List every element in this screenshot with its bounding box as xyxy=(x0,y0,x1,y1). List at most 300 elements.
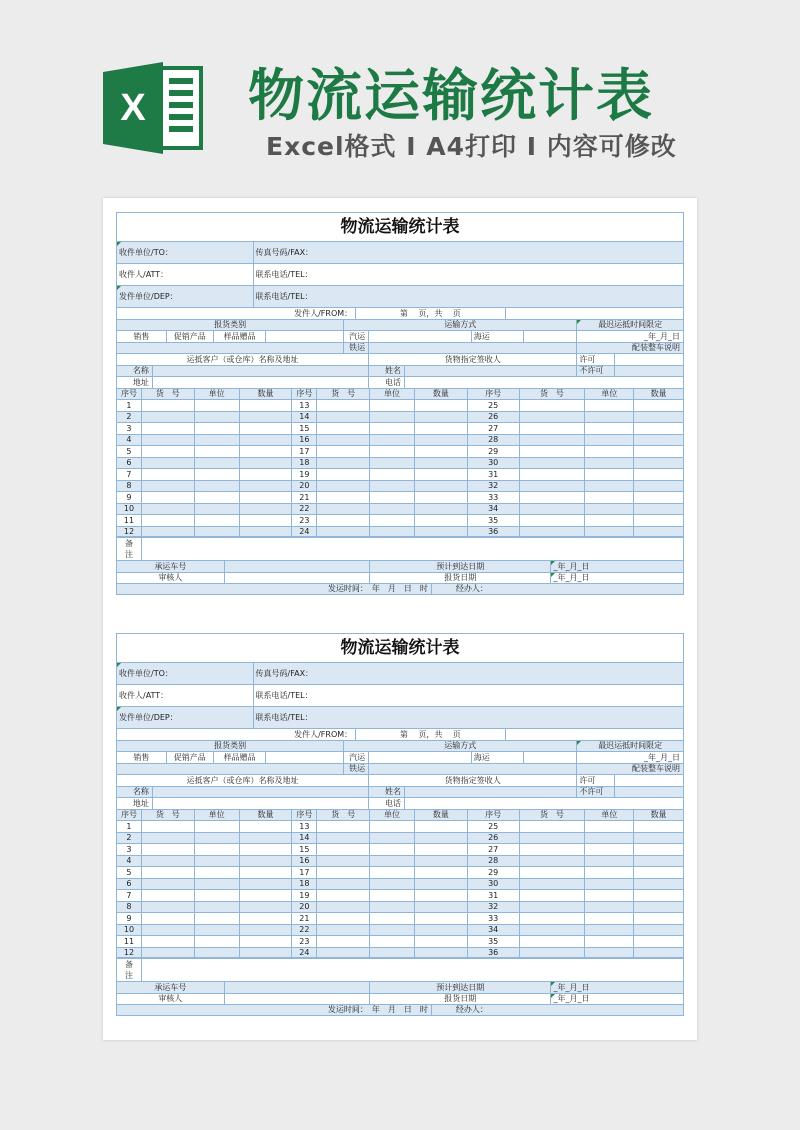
item-qty xyxy=(240,492,293,503)
col-unit: 单位 xyxy=(195,810,240,821)
allow-value xyxy=(615,775,683,786)
col-qty: 数量 xyxy=(415,810,468,821)
item-no: 10 xyxy=(117,925,142,936)
item-code xyxy=(520,879,586,890)
item-unit xyxy=(370,902,415,913)
item-qty xyxy=(634,844,683,855)
item-unit xyxy=(370,492,415,503)
from-row xyxy=(116,307,684,319)
ship-time-label: 发运时间： 年 月 日 时 xyxy=(117,1005,432,1015)
handler-label: 经办人： xyxy=(455,584,488,594)
item-row xyxy=(116,855,684,867)
item-qty xyxy=(415,435,468,446)
item-code xyxy=(520,948,586,958)
item-no: 13 xyxy=(292,821,317,832)
item-unit xyxy=(370,856,415,867)
item-qty xyxy=(634,458,683,469)
fax-label: 传真号码/FAX： xyxy=(255,248,314,257)
item-code xyxy=(317,879,370,890)
deadline-date: _年_月_日 xyxy=(644,752,680,762)
item-code xyxy=(142,481,195,492)
item-code xyxy=(317,833,370,844)
address-label: 地址 xyxy=(117,798,153,809)
reviewer-row xyxy=(116,993,684,1005)
item-no: 16 xyxy=(292,435,317,446)
item-qty xyxy=(634,890,683,901)
item-qty xyxy=(240,844,293,855)
item-qty xyxy=(415,446,468,457)
col-item: 货 号 xyxy=(317,389,370,400)
item-unit xyxy=(195,833,240,844)
category-row xyxy=(116,740,684,752)
item-qty xyxy=(634,902,683,913)
item-qty xyxy=(240,481,293,492)
item-code xyxy=(520,902,586,913)
full-truck-label: 配装整车说明 xyxy=(631,343,680,353)
item-row xyxy=(116,503,684,515)
to-label: 收件单位/TO： xyxy=(117,242,254,263)
item-qty xyxy=(415,936,468,947)
item-rows xyxy=(116,399,684,537)
notes-label xyxy=(117,538,142,560)
col-qty: 数量 xyxy=(650,389,667,399)
carrier-value xyxy=(225,561,370,572)
item-code xyxy=(520,504,586,515)
item-no: 22 xyxy=(292,504,317,515)
item-row xyxy=(116,924,684,936)
item-no: 32 xyxy=(468,902,520,913)
item-row xyxy=(116,843,684,855)
carrier-label: 承运车号 xyxy=(117,982,225,993)
item-no: 20 xyxy=(292,481,317,492)
from-value xyxy=(506,308,683,319)
logistics-form xyxy=(116,633,684,1016)
item-qty xyxy=(415,492,468,503)
item-qty xyxy=(415,844,468,855)
item-no: 23 xyxy=(292,515,317,526)
item-row xyxy=(116,901,684,913)
item-unit xyxy=(585,458,634,469)
item-code xyxy=(317,913,370,924)
item-code xyxy=(142,902,195,913)
item-code xyxy=(142,423,195,434)
item-code xyxy=(520,527,586,537)
item-row xyxy=(116,832,684,844)
notes-label-2: 注 xyxy=(124,550,133,559)
item-row xyxy=(116,422,684,434)
dep-row xyxy=(116,706,684,728)
item-no: 22 xyxy=(292,925,317,936)
item-no: 1 xyxy=(117,821,142,832)
item-unit xyxy=(195,527,240,537)
carrier-label: 承运车号 xyxy=(117,561,225,572)
item-qty xyxy=(634,913,683,924)
item-code xyxy=(317,492,370,503)
eta-label: 预计到达日期 xyxy=(370,561,551,572)
item-row xyxy=(116,514,684,526)
item-unit xyxy=(585,400,634,411)
rail-value xyxy=(369,764,577,775)
item-qty xyxy=(415,458,468,469)
eta-date: _年_月_日 xyxy=(551,561,683,572)
item-code xyxy=(317,821,370,832)
item-unit xyxy=(195,844,240,855)
item-no: 29 xyxy=(468,867,520,878)
item-qty xyxy=(240,515,293,526)
item-qty xyxy=(415,902,468,913)
item-no: 3 xyxy=(117,423,142,434)
item-code xyxy=(520,867,586,878)
col-qty: 数量 xyxy=(240,810,293,821)
item-unit xyxy=(195,412,240,423)
item-qty xyxy=(415,879,468,890)
report-date: _年_月_日 xyxy=(551,573,683,584)
item-row xyxy=(116,878,684,890)
category-row xyxy=(116,319,684,331)
item-no: 36 xyxy=(468,527,520,537)
item-row xyxy=(116,947,684,959)
item-qty xyxy=(415,400,468,411)
transport-label: 运输方式 xyxy=(344,320,577,331)
tel-label: 联系电话/TEL： xyxy=(255,270,313,279)
item-code xyxy=(142,446,195,457)
item-no: 24 xyxy=(292,527,317,537)
item-no: 5 xyxy=(117,867,142,878)
item-code xyxy=(520,435,586,446)
item-code xyxy=(317,515,370,526)
att-row xyxy=(116,684,684,706)
item-no: 18 xyxy=(292,458,317,469)
item-no: 4 xyxy=(117,856,142,867)
item-no: 25 xyxy=(468,400,520,411)
item-code xyxy=(520,469,586,480)
item-qty xyxy=(634,492,683,503)
item-qty xyxy=(634,936,683,947)
deadline-label: 最迟运抵时间限定 xyxy=(577,320,683,331)
item-code xyxy=(520,446,586,457)
report-type-label: 报货类别 xyxy=(117,741,344,752)
item-unit xyxy=(195,879,240,890)
item-qty xyxy=(240,504,293,515)
item-code xyxy=(520,481,586,492)
att-label: 收件人/ATT： xyxy=(117,685,254,706)
item-qty xyxy=(415,856,468,867)
item-code xyxy=(520,856,586,867)
from-label: 发件人/FROM： xyxy=(117,729,356,740)
item-qty xyxy=(634,435,683,446)
from-label: 发件人/FROM： xyxy=(117,308,356,319)
item-qty xyxy=(415,527,468,537)
item-no: 34 xyxy=(468,504,520,515)
name-label: 名称 xyxy=(117,366,153,377)
sample-label: 样品赠品 xyxy=(214,331,267,342)
sea-value xyxy=(524,752,578,763)
item-no: 21 xyxy=(292,913,317,924)
col-item: 货 号 xyxy=(520,389,586,400)
item-code xyxy=(142,412,195,423)
notes-label-1: 备 xyxy=(124,960,133,969)
item-no: 15 xyxy=(292,423,317,434)
allow-label: 许可 xyxy=(577,775,615,786)
from-row xyxy=(116,728,684,740)
att-row xyxy=(116,263,684,285)
item-code xyxy=(520,412,586,423)
client-row xyxy=(116,353,684,365)
item-no: 2 xyxy=(117,412,142,423)
item-unit xyxy=(370,423,415,434)
person-name-value xyxy=(405,787,577,798)
deny-value xyxy=(615,787,683,798)
item-unit xyxy=(195,821,240,832)
item-qty xyxy=(634,504,683,515)
page-count: 第 页，共 页 xyxy=(356,308,505,319)
item-no: 15 xyxy=(292,844,317,855)
item-no: 30 xyxy=(468,879,520,890)
item-unit xyxy=(370,844,415,855)
item-unit xyxy=(195,890,240,901)
item-unit xyxy=(585,844,634,855)
col-qty: 数量 xyxy=(415,389,468,400)
item-qty xyxy=(415,504,468,515)
item-code xyxy=(520,423,586,434)
col-no: 序号 xyxy=(292,810,317,821)
dep-row xyxy=(116,285,684,307)
item-no: 9 xyxy=(117,913,142,924)
item-code xyxy=(317,435,370,446)
item-no: 20 xyxy=(292,902,317,913)
col-no: 序号 xyxy=(292,389,317,400)
item-qty xyxy=(634,481,683,492)
promo-label: 促销产品 xyxy=(167,331,214,342)
item-row xyxy=(116,480,684,492)
item-code xyxy=(142,527,195,537)
logistics-form xyxy=(116,212,684,595)
page-header xyxy=(0,0,800,190)
item-unit xyxy=(370,867,415,878)
item-qty xyxy=(240,948,293,958)
col-unit: 单位 xyxy=(370,389,415,400)
rail-value xyxy=(369,343,577,354)
col-unit: 单位 xyxy=(585,389,634,400)
item-code xyxy=(142,867,195,878)
item-code xyxy=(142,913,195,924)
report-date: _年_月_日 xyxy=(551,994,683,1005)
item-no: 12 xyxy=(117,527,142,537)
item-code xyxy=(317,481,370,492)
notes-value xyxy=(142,959,683,981)
ship-time-label: 发运时间： 年 月 日 时 xyxy=(117,584,432,594)
att-label: 收件人/ATT： xyxy=(117,264,254,285)
item-unit xyxy=(370,890,415,901)
carrier-row xyxy=(116,560,684,572)
item-row xyxy=(116,889,684,901)
item-no: 19 xyxy=(292,890,317,901)
col-no: 序号 xyxy=(117,810,142,821)
item-unit xyxy=(195,902,240,913)
item-no: 18 xyxy=(292,879,317,890)
deadline-date: _年_月_日 xyxy=(644,331,680,341)
item-no: 11 xyxy=(117,936,142,947)
item-qty xyxy=(240,902,293,913)
item-no: 24 xyxy=(292,948,317,958)
item-code xyxy=(520,844,586,855)
item-unit xyxy=(370,458,415,469)
col-unit: 单位 xyxy=(195,389,240,400)
deny-label: 不许可 xyxy=(577,787,615,798)
address-value xyxy=(153,798,369,809)
item-unit xyxy=(195,400,240,411)
dep-label: 发件单位/DEP： xyxy=(117,707,254,728)
item-no: 9 xyxy=(117,492,142,503)
item-unit xyxy=(370,446,415,457)
promo-label: 促销产品 xyxy=(167,752,214,763)
item-no: 34 xyxy=(468,925,520,936)
item-unit xyxy=(585,412,634,423)
tel-label: 联系电话/TEL： xyxy=(255,713,313,722)
client-address-label: 运抵客户（或仓库）名称及地址 xyxy=(117,775,369,786)
items-header-row xyxy=(116,388,684,400)
dep-label: 发件单位/DEP： xyxy=(117,286,254,307)
eta-date: _年_月_日 xyxy=(551,982,683,993)
item-unit xyxy=(585,492,634,503)
item-unit xyxy=(195,423,240,434)
item-qty xyxy=(634,925,683,936)
item-no: 27 xyxy=(468,844,520,855)
item-unit xyxy=(370,412,415,423)
item-qty xyxy=(240,856,293,867)
item-no: 36 xyxy=(468,948,520,958)
item-code xyxy=(520,890,586,901)
sea-label: 海运 xyxy=(472,752,524,763)
item-qty xyxy=(415,833,468,844)
item-qty xyxy=(240,913,293,924)
item-qty xyxy=(415,821,468,832)
item-no: 19 xyxy=(292,469,317,480)
to-label: 收件单位/TO： xyxy=(117,663,254,684)
item-no: 3 xyxy=(117,844,142,855)
notes-value xyxy=(142,538,683,560)
item-row xyxy=(116,912,684,924)
item-unit xyxy=(370,879,415,890)
paper-sheet xyxy=(103,198,697,1040)
col-qty: 数量 xyxy=(650,810,667,820)
reviewer-value xyxy=(225,573,370,584)
item-qty xyxy=(415,469,468,480)
item-code xyxy=(520,833,586,844)
client-address-label: 运抵客户（或仓库）名称及地址 xyxy=(117,354,369,365)
type-row xyxy=(116,330,684,342)
item-no: 7 xyxy=(117,469,142,480)
item-no: 33 xyxy=(468,492,520,503)
item-code xyxy=(520,400,586,411)
reviewer-row xyxy=(116,572,684,584)
sea-label: 海运 xyxy=(472,331,524,342)
truck-label: 汽运 xyxy=(344,752,369,763)
eta-label: 预计到达日期 xyxy=(370,982,551,993)
item-qty xyxy=(415,925,468,936)
item-qty xyxy=(240,458,293,469)
item-unit xyxy=(195,492,240,503)
item-code xyxy=(317,527,370,537)
item-unit xyxy=(585,504,634,515)
item-code xyxy=(317,412,370,423)
address-label: 地址 xyxy=(117,377,153,388)
item-no: 2 xyxy=(117,833,142,844)
person-name-label: 姓名 xyxy=(369,366,405,377)
client-row xyxy=(116,774,684,786)
notes-row xyxy=(116,958,684,981)
item-unit xyxy=(195,458,240,469)
item-no: 23 xyxy=(292,936,317,947)
item-no: 4 xyxy=(117,435,142,446)
item-no: 26 xyxy=(468,412,520,423)
item-no: 14 xyxy=(292,412,317,423)
item-code xyxy=(317,890,370,901)
item-code xyxy=(142,844,195,855)
name-row xyxy=(116,786,684,798)
item-no: 14 xyxy=(292,833,317,844)
main-title: 物流运输统计表 xyxy=(248,64,654,129)
rail-blank xyxy=(117,764,344,775)
allow-label: 许可 xyxy=(577,354,615,365)
item-row xyxy=(116,445,684,457)
col-item: 货 号 xyxy=(142,810,195,821)
sample-value xyxy=(266,752,344,763)
item-unit xyxy=(585,867,634,878)
item-unit xyxy=(195,856,240,867)
address-row xyxy=(116,797,684,809)
allow-value xyxy=(615,354,683,365)
item-unit xyxy=(585,856,634,867)
deny-label: 不许可 xyxy=(577,366,615,377)
item-qty xyxy=(240,412,293,423)
item-no: 28 xyxy=(468,856,520,867)
item-qty xyxy=(240,446,293,457)
item-qty xyxy=(240,400,293,411)
item-unit xyxy=(370,435,415,446)
item-code xyxy=(520,515,586,526)
item-unit xyxy=(370,948,415,958)
item-code xyxy=(317,856,370,867)
item-unit xyxy=(195,469,240,480)
person-name-value xyxy=(405,366,577,377)
item-code xyxy=(142,469,195,480)
item-qty xyxy=(634,856,683,867)
item-unit xyxy=(585,948,634,958)
item-code xyxy=(142,856,195,867)
phone-label: 电话 xyxy=(369,377,405,388)
truck-value xyxy=(369,331,472,342)
to-row xyxy=(116,662,684,684)
item-row xyxy=(116,434,684,446)
item-unit xyxy=(370,504,415,515)
item-qty xyxy=(240,925,293,936)
item-code xyxy=(317,902,370,913)
rail-blank xyxy=(117,343,344,354)
name-row xyxy=(116,365,684,377)
form-title: 物流运输统计表 xyxy=(116,633,684,662)
col-item: 货 号 xyxy=(142,389,195,400)
carrier-row xyxy=(116,981,684,993)
item-no: 1 xyxy=(117,400,142,411)
item-unit xyxy=(585,890,634,901)
col-no: 序号 xyxy=(117,389,142,400)
item-qty xyxy=(415,948,468,958)
phone-label: 电话 xyxy=(369,798,405,809)
item-unit xyxy=(585,833,634,844)
item-unit xyxy=(585,879,634,890)
col-unit: 单位 xyxy=(370,810,415,821)
